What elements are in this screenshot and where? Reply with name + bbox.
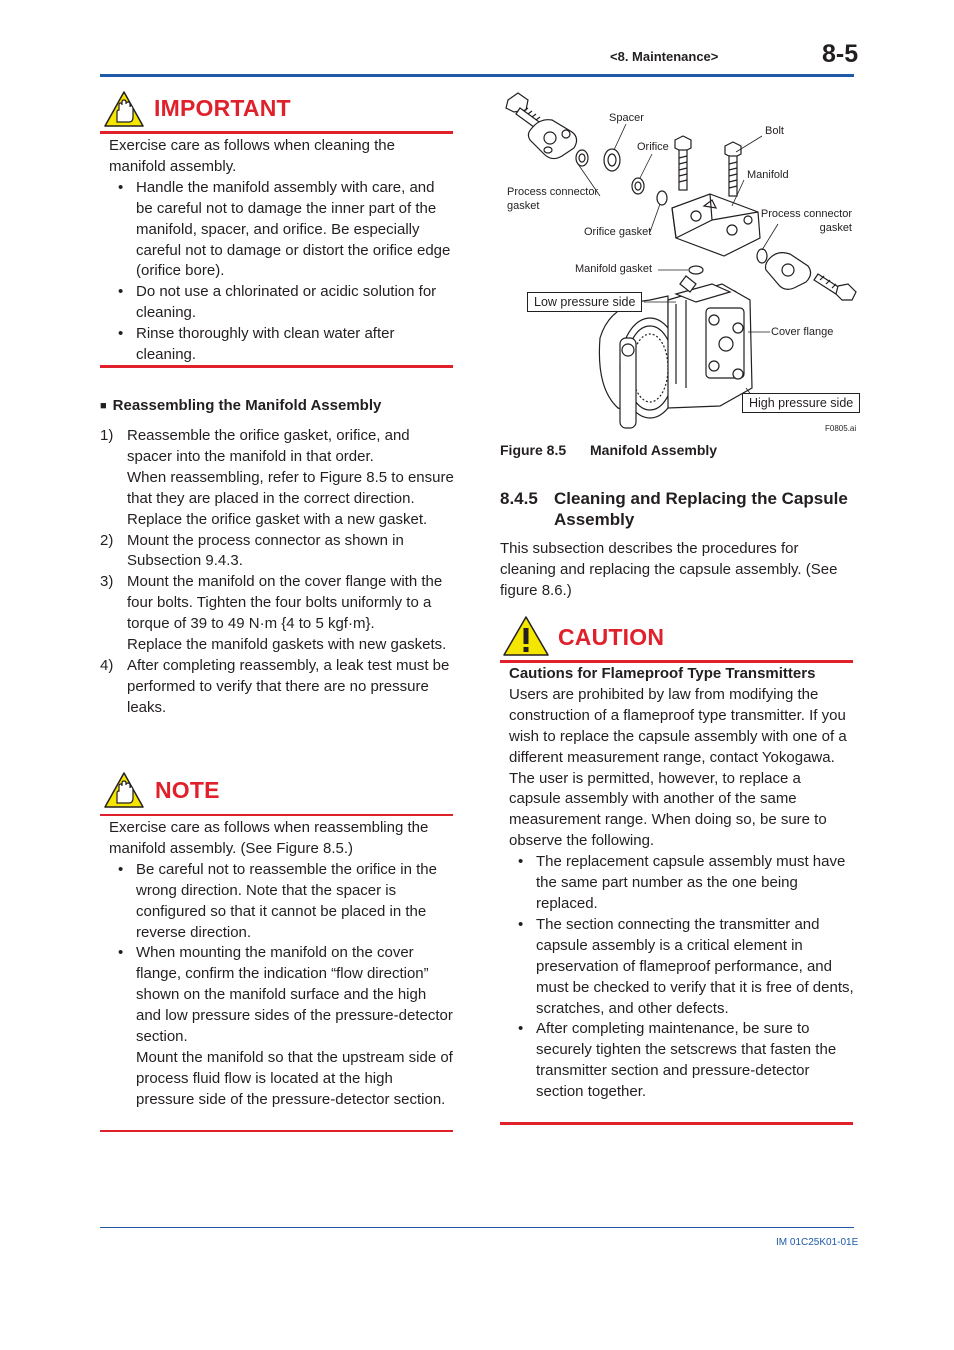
- section-number: 8.4.5: [500, 489, 538, 508]
- orifice: [632, 178, 644, 194]
- caution-warning-icon: [502, 615, 550, 657]
- label-manifold: Manifold: [747, 169, 789, 181]
- important-body: [109, 136, 453, 366]
- important-bullet: • Rinse thoroughly with clean water after cleaning.: [109, 324, 453, 366]
- footer-doc-id: IM 01C25K01-01E: [776, 1237, 859, 1248]
- note-title: NOTE: [155, 777, 220, 803]
- step-number: 4): [100, 656, 114, 674]
- step-number: 1): [100, 427, 114, 444]
- section-title: Cleaning and Replacing the Capsule Assembly: [554, 489, 848, 529]
- caution-bullet: • After completing maintenance, be sure to securely tighten the setscrews that fasten the transmitter section and pressure-detector section together.: [509, 1019, 854, 1103]
- label-low-pressure-side: Low pressure side: [527, 292, 642, 312]
- note-bullet: [109, 943, 453, 1110]
- footer-rule: [100, 1227, 854, 1228]
- label-orifice: Orifice: [637, 141, 669, 153]
- note-hand-icon: [103, 771, 145, 809]
- step-text: Mount the manifold on the cover flange with the four bolts. Tighten the four bolts uniformly to a torque of 39 to 49 N·m {4 to 5 kgf·m}.: [127, 573, 443, 633]
- step-number: 3): [100, 573, 114, 591]
- section-body: This subsection describes the procedures for cleaning and replacing the capsule assembly. (See figure 8.6.): [500, 540, 838, 599]
- step-text: Reassemble the orifice gasket, orifice, and spacer into the manifold in that order.: [127, 427, 410, 465]
- label-process-connector-gasket-right: [759, 207, 852, 235]
- step-text: Mount the process connector as shown in Subsection 9.4.3.: [127, 531, 404, 570]
- reassembling-steps: [100, 426, 455, 719]
- important-hand-icon: [103, 90, 145, 128]
- step-item: [100, 531, 455, 573]
- caution-bottom-rule: [500, 1122, 853, 1125]
- important-bullet: • Do not use a chlorinated or acidic solution for cleaning.: [109, 282, 453, 324]
- caution-title: CAUTION: [558, 624, 665, 650]
- label-high-pressure-side: High pressure side: [742, 393, 860, 413]
- figure-caption-title: Manifold Assembly: [590, 442, 718, 458]
- label-bolt: Bolt: [765, 125, 784, 137]
- manifold-gasket-left: [689, 266, 703, 274]
- note-top-rule: [100, 814, 453, 816]
- page-number: 8-5: [822, 40, 859, 68]
- label-line: gasket: [507, 200, 540, 212]
- label-orifice-gasket: Orifice gasket: [584, 226, 652, 238]
- note-bullet-text: • When mounting the manifold on the cover flange, confirm the indication “flow direction” shown on the manifold surface and the high and low pressure sides of the pressure-detector section.: [136, 944, 453, 1046]
- caution-body: [509, 664, 854, 1103]
- important-title: IMPORTANT: [154, 95, 291, 121]
- note-bullet: • Be careful not to reassemble the orifice in the wrong direction. Note that the spacer is configured so that it cannot be placed in the reverse direction.: [109, 860, 453, 944]
- label-line: gasket: [819, 222, 852, 234]
- square-bullet-icon: ■: [100, 400, 107, 412]
- step-extra: When reassembling, refer to Figure 8.5 to ensure that they are placed in the correct direction.: [127, 468, 454, 507]
- right-bolt: [814, 274, 856, 300]
- step-extra: Replace the orifice gasket with a new gasket.: [127, 510, 428, 528]
- reassembling-heading: [100, 397, 381, 414]
- step-number: 2): [100, 531, 114, 549]
- important-top-rule: [100, 131, 453, 134]
- note-body: [109, 818, 453, 1111]
- figure-file-code: F0805.ai: [825, 424, 857, 433]
- important-bullet: • Handle the manifold assembly with care, and be careful not to damage the inner part of the manifold, spacer, and orifice. Be especially careful not to damage or distort the orifice edge (orifice bore).: [109, 178, 453, 283]
- caution-bullet: • The replacement capsule assembly must have the same part number as the one being replaced.: [509, 852, 854, 915]
- caution-bullet: • The section connecting the transmitter and capsule assembly is a critical element in preservation of flameproof performance, and must be checked to verify that it is free of dents, scratches, and other defects.: [509, 915, 854, 1020]
- step-item: [100, 426, 455, 531]
- right-process-connector: [766, 253, 811, 290]
- note-intro: Exercise care as follows when reassembling the manifold assembly. (See Figure 8.5.): [109, 819, 429, 857]
- manifold-assembly-diagram: [500, 88, 860, 438]
- figure-caption-number: Figure 8.5: [500, 442, 567, 458]
- label-line: Process connector: [760, 208, 852, 220]
- label-manifold-gasket: Manifold gasket: [575, 263, 653, 275]
- label-cover-flange: Cover flange: [771, 326, 834, 338]
- header-rule: [100, 74, 854, 77]
- step-text: After completing reassembly, a leak test must be performed to verify that there are no pressure leaks.: [127, 656, 450, 716]
- label-spacer: Spacer: [609, 112, 644, 124]
- reassembling-heading-text: Reassembling the Manifold Assembly: [112, 397, 382, 414]
- step-item: [100, 656, 455, 719]
- important-bottom-rule: [100, 365, 453, 368]
- label-line: Process connector: [507, 186, 599, 198]
- step-extra: Replace the manifold gaskets with new gaskets.: [127, 636, 447, 654]
- caution-para: Users are prohibited by law from modifying the construction of a flameproof type transmitter. If you wish to replace the capsule assembly with one of a different measurement range, contact Yokogawa.: [509, 685, 847, 766]
- left-process-connector: [528, 120, 576, 159]
- caution-para: The user is permitted, however, to replace a capsule assembly with another of the same measurement range. When doing so, be sure to observe the following.: [509, 769, 827, 850]
- important-intro: Exercise care as follows when cleaning the manifold assembly.: [109, 137, 395, 175]
- orifice-gasket-shape: [657, 191, 667, 205]
- spacer: [604, 149, 620, 171]
- label-process-connector-gasket-left: [507, 185, 598, 213]
- caution-subheading: Cautions for Flameproof Type Transmitters: [509, 665, 816, 682]
- caution-top-rule: [500, 660, 853, 663]
- step-item: [100, 572, 455, 656]
- vertical-bolt-left: [675, 136, 691, 190]
- header-section: <8. Maintenance>: [610, 49, 719, 64]
- note-bottom-rule: [100, 1130, 453, 1132]
- manifold: [672, 194, 760, 256]
- note-bullet-extra: Mount the manifold so that the upstream side of process fluid flow is located at the high pressure side of the pressure-detector section.: [136, 1048, 453, 1108]
